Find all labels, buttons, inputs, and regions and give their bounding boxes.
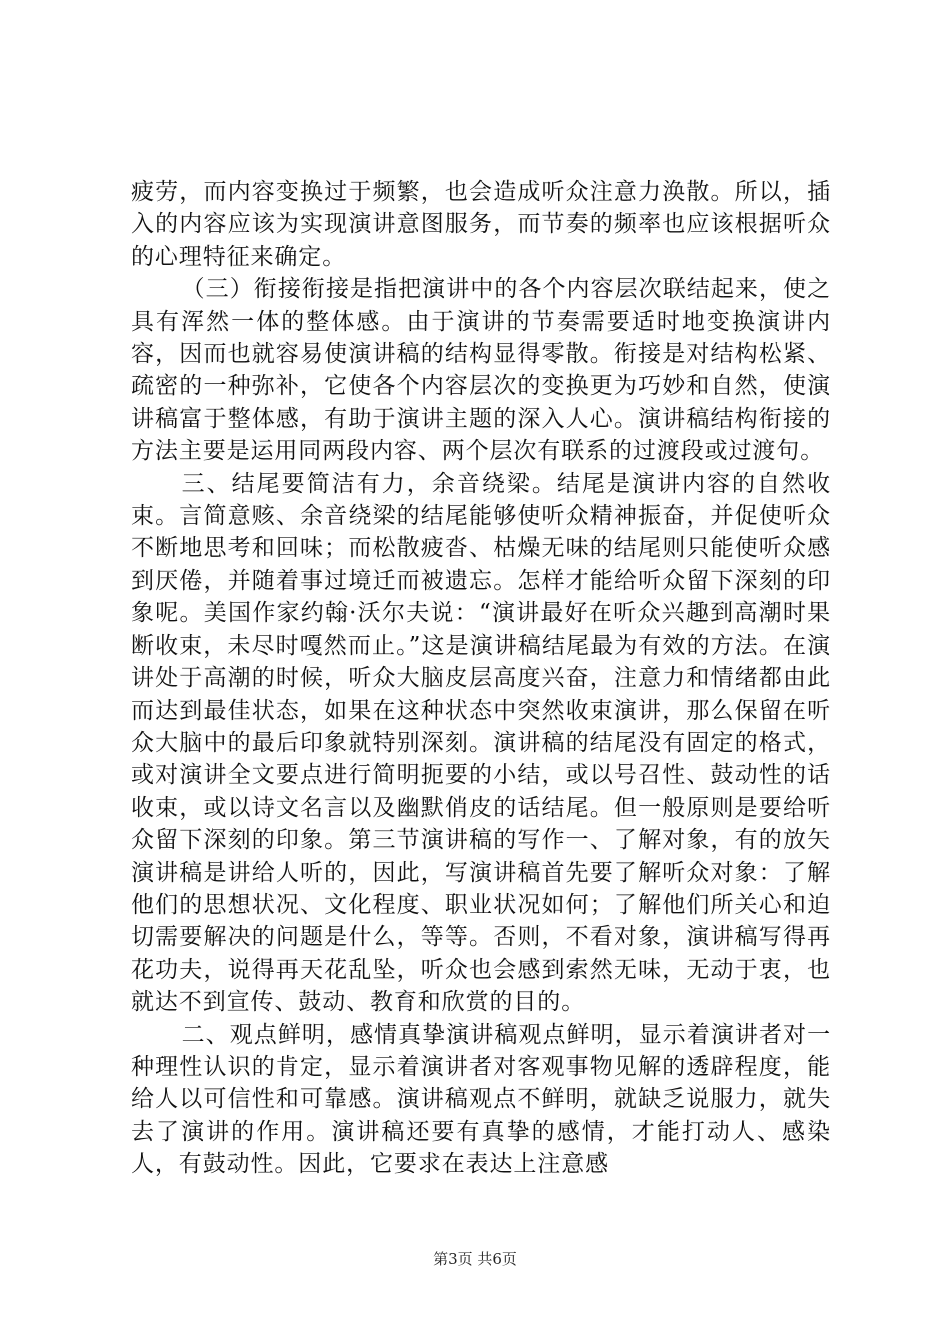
paragraph-continuation: 疲劳，而内容变换过于频繁，也会造成听众注意力涣散。所以，插入的内容应该为实现演讲意图服务，而节奏的频率也应该根据听众的心理特征来确定。 — [131, 179, 831, 270]
page-number-footer: 第3页 共6页 — [433, 1250, 517, 1268]
paragraph-ending: 三、结尾要简洁有力，余音绕梁。结尾是演讲内容的自然收束。言简意赅、余音绕梁的结尾能够使听众精神振奋，并促使听众不断地思考和回味；而松散疲沓、枯燥无味的结尾则只能使听众感到厌倦，并随着事过境迁而被遗忘。怎样才能给听众留下深刻的印象呢。美国作家约翰·沃尔夫说：“演讲最好在听众兴趣到高潮时果断收束，未尽时嘎然而止。”这是演讲稿结尾最为有效的方法。在演讲处于高潮的时候，听众大脑皮层高度兴奋，注意力和情绪都由此而达到最佳状态，如果在这种状态中突然收束演讲，那么保留在听众大脑中的最后印象就特别深刻。演讲稿的结尾没有固定的格式，或对演讲全文要点进行简明扼要的小结，或以号召性、鼓动性的话收束，或以诗文名言以及幽默俏皮的话结尾。但一般原则是要给听众留下深刻的印象。第三节演讲稿的写作一、了解对象，有的放矢演讲稿是讲给人听的，因此，写演讲稿首先要了解听众对象：了解他们的思想状况、文化程度、职业状况如何；了解他们所关心和迫切需要解决的问题是什么，等等。否则，不看对象，演讲稿写得再花功夫，说得再天花乱坠，听众也会感到索然无味，无动于衷，也就达不到宣传、鼓动、教育和欣赏的目的。 — [131, 470, 831, 1016]
paragraph-transition: （三）衔接衔接是指把演讲中的各个内容层次联结起来，使之具有浑然一体的整体感。由于演讲的节奏需要适时地变换演讲内容，因而也就容易使演讲稿的结构显得零散。衔接是对结构松紧、疏密的一种弥补，它使各个内容层次的变换更为巧妙和自然，使演讲稿富于整体感，有助于演讲主题的深入人心。演讲稿结构衔接的方法主要是运用同两段内容、两个层次有联系的过渡段或过渡句。 — [131, 276, 831, 465]
document-body — [131, 176, 831, 1181]
paragraph-viewpoint: 二、观点鲜明，感情真挚演讲稿观点鲜明，显示着演讲者对一种理性认识的肯定，显示着演讲者对客观事物见解的透辟程度，能给人以可信性和可靠感。演讲稿观点不鲜明，就缺乏说服力，就失去了演讲的作用。演讲稿还要有真挚的感情，才能打动人、感染人，有鼓动性。因此，它要求在表达上注意感 — [131, 1021, 831, 1178]
